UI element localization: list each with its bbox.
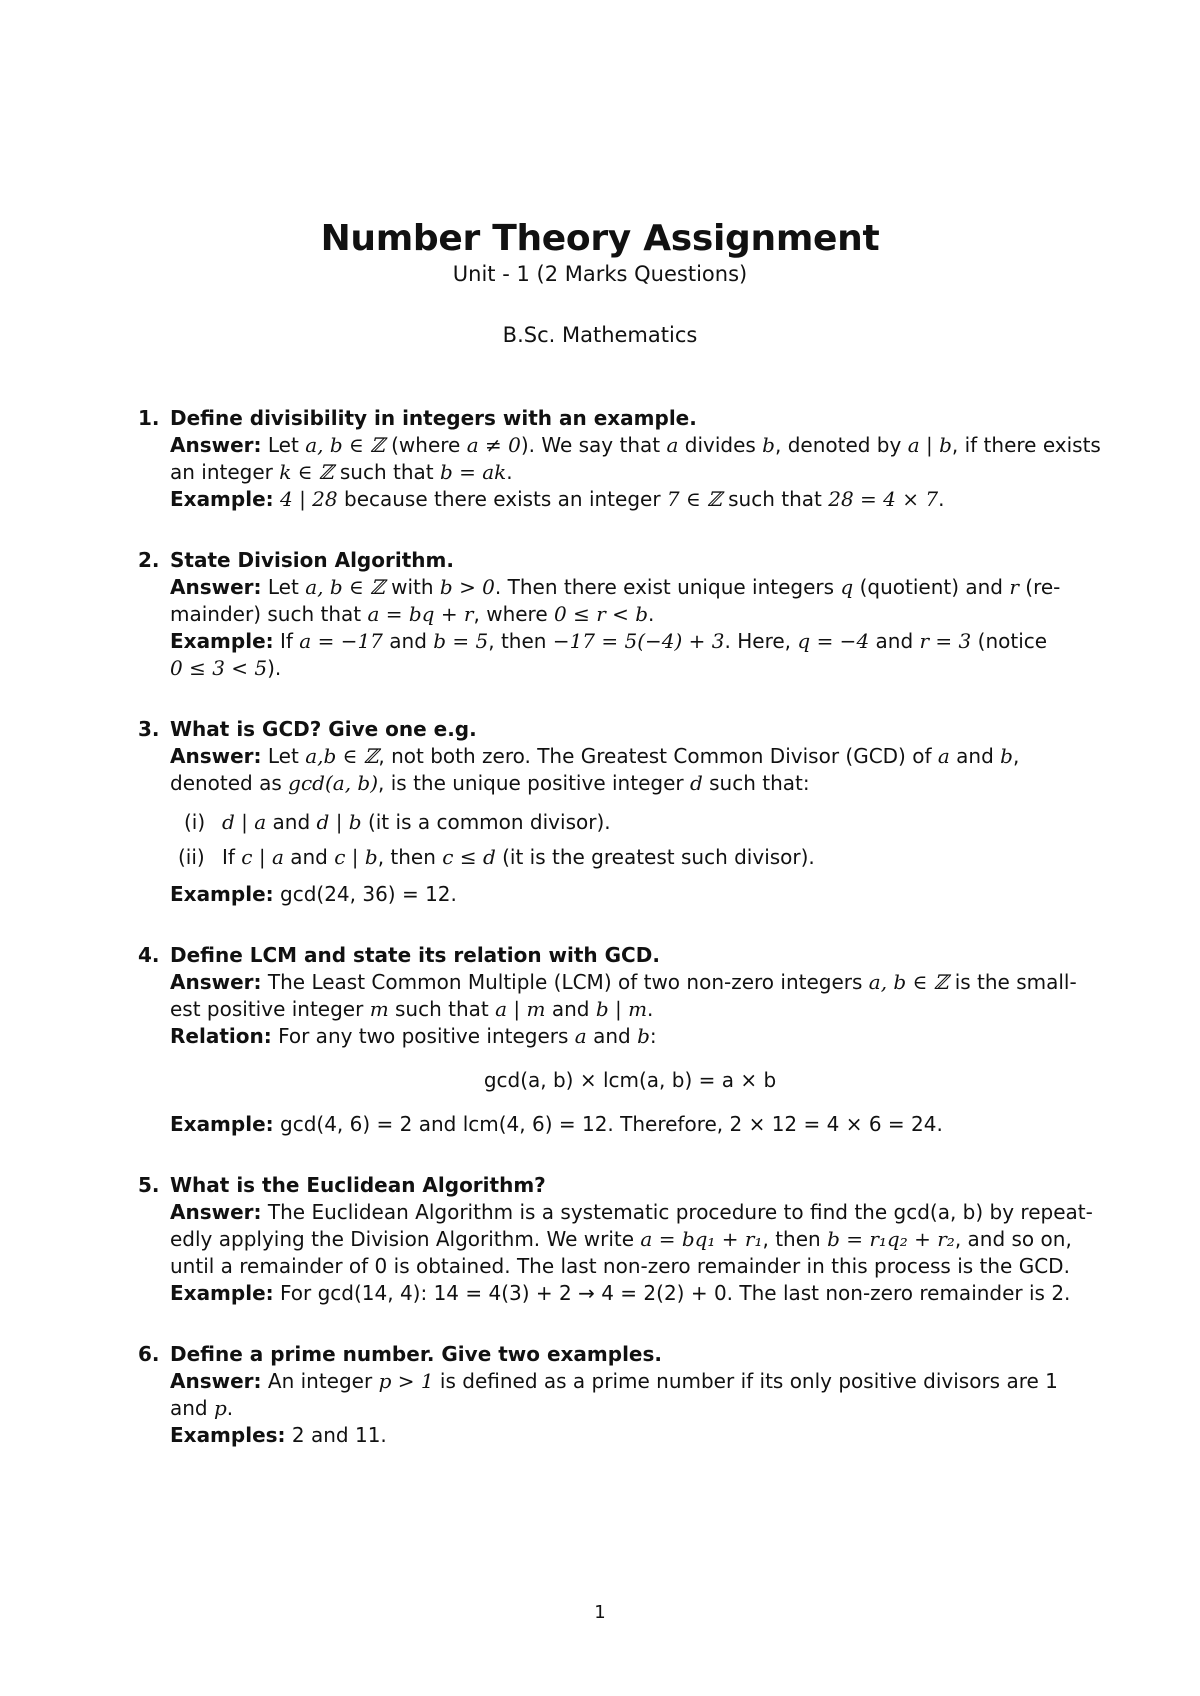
math-expression: a = −17 <box>299 629 383 653</box>
question-2 <box>140 547 1090 682</box>
question-number: 2. <box>138 548 160 572</box>
math-expression: a, b ∈ ℤ <box>305 433 385 457</box>
answer-line: and p. <box>170 1396 234 1420</box>
answer-label: Answer: <box>170 575 262 599</box>
math-expression: b > 0 <box>439 575 495 599</box>
math-expression: k ∈ ℤ <box>279 460 334 484</box>
question-title: Define LCM and state its relation with GCD. <box>170 943 660 967</box>
question-1 <box>138 405 1101 513</box>
math-expression: d | a <box>222 810 267 834</box>
example-line: Example: For gcd(14, 4): 14 = 4(3) + 2 → 4 = 2(2) + 0. The last non-zero remainder is 2. <box>170 1281 1071 1305</box>
math-expression: b <box>1000 744 1013 768</box>
answer-line: Answer: The Least Common Multiple (LCM) of two non-zero integers a, b ∈ ℤ is the small- <box>170 970 1077 994</box>
answer-line: Answer: Let a, b ∈ ℤ (where a ≠ 0). We say that a divides b, denoted by a | b, if there exists <box>170 433 1101 457</box>
math-expression: −17 = 5(−4) + 3 <box>552 629 725 653</box>
math-expression: gcd(a, b) <box>288 771 379 795</box>
question-list <box>138 405 1101 1483</box>
example-label: Example: <box>170 629 274 653</box>
question-title: Define divisibility in integers with an example. <box>170 406 697 430</box>
answer-line: denoted as gcd(a, b), is the unique positive integer d such that: <box>170 771 810 795</box>
answer-line: Answer: Let a, b ∈ ℤ with b > 0. Then there exist unique integers q (quotient) and r (re- <box>170 575 1061 599</box>
math-expression: b = 5 <box>433 629 489 653</box>
math-expression: p > 1 <box>378 1369 434 1393</box>
question-3 <box>140 716 1090 908</box>
question-number: 3. <box>138 717 160 741</box>
question-title: State Division Algorithm. <box>170 548 454 572</box>
page-number: 1 <box>594 1602 606 1623</box>
answer-label: Answer: <box>170 1200 262 1224</box>
example-line: Example: 4 | 28 because there exists an integer 7 ∈ ℤ such that 28 = 4 × 7. <box>170 487 945 511</box>
math-expression: q <box>840 575 854 599</box>
math-expression: b | m <box>595 997 648 1021</box>
answer-line: Answer: The Euclidean Algorithm is a systematic procedure to find the gcd(a, b) by repeat- <box>170 1200 1093 1224</box>
math-expression: a | b <box>907 433 952 457</box>
math-expression: a, b ∈ ℤ <box>868 970 949 994</box>
math-expression: q = −4 <box>797 629 870 653</box>
math-expression: r = 3 <box>919 629 972 653</box>
question-4 <box>140 942 1090 1138</box>
math-expression: a, b ∈ ℤ <box>305 575 385 599</box>
question-number: 6. <box>138 1342 160 1366</box>
math-expression: r <box>1009 575 1019 599</box>
math-expression: a <box>574 1024 587 1048</box>
math-expression: b <box>637 1024 650 1048</box>
answer-line: est positive integer m such that a | m and b | m. <box>170 997 654 1021</box>
math-expression: b <box>762 433 775 457</box>
answer-label: Answer: <box>170 744 262 768</box>
math-expression: a ≠ 0 <box>466 433 521 457</box>
example-label: Example: <box>170 1112 274 1136</box>
answer-label: Answer: <box>170 970 262 994</box>
condition-label: (i) <box>184 810 206 834</box>
examples-line: Examples: 2 and 11. <box>170 1423 387 1447</box>
math-expression: gcd(a, b) <box>893 1200 984 1224</box>
example-label: Example: <box>170 1281 274 1305</box>
question-title: Define a prime number. Give two examples. <box>170 1342 663 1366</box>
question-title: What is GCD? Give one e.g. <box>170 717 477 741</box>
question-title: What is the Euclidean Algorithm? <box>170 1173 546 1197</box>
example-line: 0 ≤ 3 < 5). <box>170 656 282 680</box>
question-5 <box>138 1172 1093 1307</box>
math-expression: 0 ≤ 3 < 5 <box>170 656 268 680</box>
math-expression: c | a <box>241 845 284 869</box>
answer-line: Answer: Let a,b ∈ ℤ, not both zero. The Greatest Common Divisor (GCD) of a and b, <box>170 744 1020 768</box>
math-expression: m <box>369 997 389 1021</box>
question-number: 1. <box>138 406 160 430</box>
math-expression: c ≤ d <box>442 845 496 869</box>
math-expression: 4 | 28 <box>280 487 338 511</box>
math-expression: a <box>666 433 679 457</box>
math-expression: a <box>937 744 950 768</box>
question-6 <box>140 1341 1090 1449</box>
example-line: Example: gcd(4, 6) = 2 and lcm(4, 6) = 12. Therefore, 2 × 12 = 4 × 6 = 24. <box>170 1112 943 1136</box>
math-expression: a,b ∈ ℤ <box>305 744 379 768</box>
math-expression: 0 ≤ r < b <box>554 602 649 626</box>
example-label: Example: <box>170 487 274 511</box>
condition-item: (ii) If c | a and c | b, then c ≤ d (it is the greatest such divisor). <box>178 845 815 869</box>
question-number: 4. <box>138 943 160 967</box>
condition-label: (ii) <box>178 845 205 869</box>
math-expression: a = bq₁ + r₁ <box>640 1227 763 1251</box>
math-expression: p <box>213 1396 227 1420</box>
answer-label: Answer: <box>170 433 262 457</box>
math-expression: d | b <box>316 810 362 834</box>
answer-line: edly applying the Division Algorithm. We write a = bq₁ + r₁, then b = r₁q₂ + r₂, and so on, <box>170 1227 1072 1251</box>
examples-label: Examples: <box>170 1423 286 1447</box>
math-expression: a | m <box>495 997 546 1021</box>
answer-line: Answer: An integer p > 1 is defined as a prime number if its only positive divisors are 1 <box>170 1369 1058 1393</box>
page-subtitle: Unit - 1 (2 Marks Questions) <box>452 262 748 286</box>
relation-line: Relation: For any two positive integers a and b: <box>170 1024 657 1048</box>
math-expression: c | b <box>334 845 378 869</box>
display-formula: gcd(a, b) × lcm(a, b) = a × b <box>483 1068 777 1092</box>
math-expression: b = r₁q₂ + r₂ <box>827 1227 955 1251</box>
answer-line: an integer k ∈ ℤ such that b = ak. <box>170 460 513 484</box>
example-label: Example: <box>170 882 274 906</box>
math-expression: gcd(24, 36) = 12 <box>280 882 451 906</box>
relation-label: Relation: <box>170 1024 272 1048</box>
answer-label: Answer: <box>170 1369 262 1393</box>
answer-line: until a remainder of 0 is obtained. The last non-zero remainder in this process is the GCD. <box>170 1254 1070 1278</box>
math-expression: b = ak <box>439 460 507 484</box>
condition-list <box>170 809 1090 871</box>
example-line: Example: If a = −17 and b = 5, then −17 = 5(−4) + 3. Here, q = −4 and r = 3 (notice <box>170 629 1048 653</box>
math-expression: 7 ∈ ℤ <box>666 487 722 511</box>
question-number: 5. <box>138 1173 160 1197</box>
math-expression: 28 = 4 × 7 <box>828 487 939 511</box>
course-name: B.Sc. Mathematics <box>502 323 698 347</box>
math-expression: a = bq + r <box>367 602 474 626</box>
page-title: Number Theory Assignment <box>320 218 880 259</box>
math-expression: d <box>689 771 703 795</box>
example-line: Example: gcd(24, 36) = 12. <box>170 882 457 906</box>
condition-item: (i) d | a and d | b (it is a common divisor). <box>184 810 611 834</box>
answer-line: mainder) such that a = bq + r, where 0 ≤ r < b. <box>170 602 655 626</box>
